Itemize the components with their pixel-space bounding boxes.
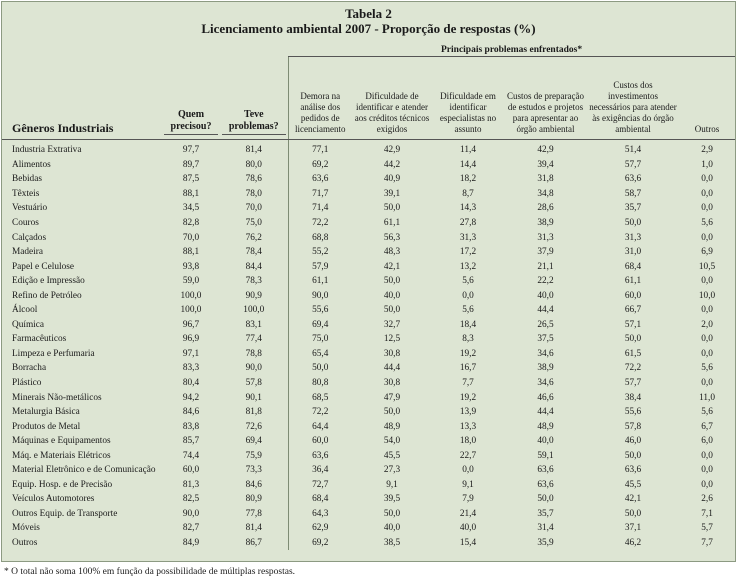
cell-dificuldade-creditos: 48,3 [383,247,401,258]
cell-outros: 0,0 [701,334,713,345]
table-number: Tabela 2 [345,6,392,21]
header-teve-problemas: Teve problemas? [220,57,288,140]
cell-teve-problemas: 84,6 [245,479,262,490]
cell-demora: 80,8 [288,376,352,391]
table-row [2,259,735,274]
table-row [2,434,735,449]
cell-custos-investimentos: 61,1 [624,276,642,287]
cell-outros: 5,7 [701,523,713,534]
cell-teve-problemas: 75,0 [245,218,262,228]
table-caption: Licenciamento ambiental 2007 - Proporção de respostas (%) [201,21,536,36]
cell-custos-investimentos: 50,0 [624,334,642,345]
cell-custos-estudos: 50,0 [537,494,554,505]
cell-custos-estudos: 44,4 [537,407,554,418]
cell-outros: 7,7 [701,538,713,549]
cell-teve-problemas: 57,8 [245,378,262,389]
cell-demora: 64,4 [288,419,352,434]
cell-quem-precisou: 89,7 [182,159,200,170]
cell-custos-investimentos: 57,7 [624,378,642,389]
cell-teve-problemas: 84,4 [245,261,262,272]
cell-dificuldade-creditos: 44,2 [383,159,401,170]
cell-custos-investimentos: 60,0 [624,290,642,301]
cell-outros: 0,0 [701,203,713,214]
cell-dificuldade-creditos: 50,0 [383,508,401,519]
cell-dificuldade-especialistas: 8,7 [462,188,474,199]
cell-outros: 0,0 [701,465,713,476]
cell-dificuldade-creditos: 39,5 [383,494,401,505]
row-label: Minerais Não-metálicos [12,392,102,403]
table-row [2,201,735,216]
cell-quem-precisou: 80,4 [182,378,200,389]
table-row [2,318,735,333]
cell-quem-precisou: 82,5 [182,494,200,505]
cell-outros: 1,0 [701,159,713,170]
table-row [2,492,735,507]
cell-teve-problemas: 90,1 [245,392,262,403]
cell-quem-precisou: 60,0 [182,465,200,476]
row-label: Vestuário [12,203,48,214]
cell-demora: 62,9 [288,521,352,536]
cell-quem-precisou: 82,8 [182,218,200,228]
cell-dificuldade-creditos: 45,5 [383,450,401,461]
table-row [2,448,735,463]
cell-dificuldade-especialistas: 7,9 [462,494,474,505]
cell-dificuldade-especialistas: 21,4 [459,508,477,519]
cell-custos-estudos: 63,6 [537,479,554,490]
table-row [2,507,735,522]
cell-teve-problemas: 78,3 [245,276,262,287]
cell-demora: 69,4 [288,318,352,333]
cell-demora: 68,8 [288,230,352,245]
cell-demora: 72,2 [288,216,352,231]
row-label: Álcool [12,305,38,316]
cell-demora: 50,0 [288,361,352,376]
cell-dificuldade-creditos: 30,8 [383,378,401,389]
cell-demora: 90,0 [288,288,352,303]
row-label: Outros [12,538,38,549]
cell-quem-precisou: 97,1 [182,348,200,359]
cell-outros: 6,7 [701,421,713,432]
table-row [2,361,735,376]
cell-dificuldade-creditos: 12,5 [383,334,401,345]
cell-dificuldade-creditos: 47,9 [383,392,401,403]
cell-outros: 0,0 [701,479,713,490]
cell-quem-precisou: 82,7 [182,523,200,534]
cell-custos-investimentos: 38,4 [624,392,642,403]
cell-custos-investimentos: 61,5 [624,348,642,359]
cell-teve-problemas: 81,4 [245,523,262,534]
cell-dificuldade-creditos: 50,0 [383,203,401,214]
cell-demora: 71,4 [288,201,352,216]
cell-custos-estudos: 26,5 [537,319,554,330]
cell-demora: 55,6 [288,303,352,318]
cell-custos-investimentos: 50,0 [624,508,642,519]
table-row [2,158,735,173]
cell-dificuldade-especialistas: 18,4 [459,319,477,330]
cell-custos-estudos: 22,2 [537,276,554,287]
cell-demora: 63,6 [288,172,352,187]
cell-dificuldade-especialistas: 0,0 [462,465,474,476]
header-custos-estudos: Custos de preparação de estudos e projetos para apresentar ao órgão ambiental [504,57,587,140]
cell-dificuldade-especialistas: 18,0 [459,436,477,447]
cell-demora: 72,7 [288,478,352,493]
cell-demora: 61,1 [288,274,352,289]
cell-demora: 60,0 [288,434,352,449]
cell-outros: 2,6 [701,494,713,505]
cell-custos-estudos: 37,9 [537,247,554,258]
table-row [2,230,735,245]
cell-custos-estudos: 40,0 [537,436,554,447]
cell-dificuldade-creditos: 40,0 [383,523,401,534]
table-row [2,347,735,362]
table-row [2,187,735,202]
cell-custos-investimentos: 42,1 [624,494,642,505]
header-dificuldade-creditos: Dificuldade de identificar e atender aos créditos técnicos exigidos [352,57,432,140]
cell-quem-precisou: 83,8 [182,421,200,432]
cell-dificuldade-especialistas: 17,2 [459,247,477,258]
cell-dificuldade-creditos: 30,8 [383,348,401,359]
header-outros: Outros [679,57,735,140]
table-row [2,274,735,289]
cell-dificuldade-creditos: 50,0 [383,276,401,287]
cell-dificuldade-especialistas: 11,4 [460,145,476,156]
cell-custos-estudos: 28,6 [537,203,554,214]
table-row [2,245,735,260]
cell-custos-estudos: 40,0 [537,290,554,301]
cell-teve-problemas: 78,8 [245,348,262,359]
cell-dificuldade-especialistas: 14,3 [459,203,477,214]
cell-custos-estudos: 39,4 [537,159,554,170]
cell-custos-estudos: 38,9 [537,218,554,228]
table-row [2,216,735,231]
cell-teve-problemas: 81,8 [245,407,262,418]
cell-teve-problemas: 78,4 [245,247,262,258]
cell-dificuldade-especialistas: 15,4 [459,538,477,549]
cell-custos-estudos: 42,9 [537,145,554,156]
cell-outros: 0,0 [701,305,713,316]
cell-demora: 68,5 [288,390,352,405]
cell-quem-precisou: 81,3 [182,479,200,490]
cell-dificuldade-creditos: 50,0 [383,407,401,418]
cell-custos-investimentos: 31,0 [624,247,642,258]
row-label: Metalurgia Básica [12,407,80,418]
cell-dificuldade-creditos: 39,1 [383,188,401,199]
cell-outros: 0,0 [701,276,713,287]
cell-dificuldade-creditos: 27,3 [383,465,401,476]
cell-custos-investimentos: 57,7 [624,159,642,170]
row-label: Têxteis [12,188,40,199]
cell-dificuldade-especialistas: 16,7 [459,363,477,374]
cell-quem-precisou: 83,3 [182,363,200,374]
cell-quem-precisou: 59,0 [182,276,200,287]
cell-outros: 7,1 [701,508,713,519]
cell-teve-problemas: 77,8 [245,508,262,519]
cell-demora: 69,2 [288,536,352,551]
cell-demora: 64,3 [288,507,352,522]
cell-teve-problemas: 90,9 [245,290,262,301]
header-quem-precisou: Quem precisou? [162,57,220,140]
cell-custos-estudos: 48,9 [537,421,554,432]
row-label: Couros [12,218,39,228]
cell-demora: 63,6 [288,448,352,463]
cell-custos-estudos: 34,6 [537,348,554,359]
cell-quem-precisou: 85,7 [182,436,200,447]
row-label: Alimentos [12,159,51,170]
row-label: Química [12,319,45,330]
cell-dificuldade-especialistas: 19,2 [459,392,477,403]
table-row [2,303,735,318]
table-row [2,463,735,478]
cell-demora: 69,2 [288,158,352,173]
cell-dificuldade-especialistas: 40,0 [459,523,477,534]
cell-teve-problemas: 80,9 [245,494,262,505]
footnote: * O total não soma 100% em função da possibilidade de múltiplas respostas. [4,567,296,577]
cell-custos-investimentos: 35,7 [624,203,642,214]
row-label: Refino de Petróleo [12,290,82,301]
cell-dificuldade-creditos: 32,7 [383,319,401,330]
cell-dificuldade-especialistas: 31,3 [459,232,477,243]
cell-teve-problemas: 100,0 [243,305,265,316]
cell-outros: 5,6 [701,363,713,374]
cell-custos-estudos: 46,6 [537,392,554,403]
cell-demora: 65,4 [288,347,352,362]
header-dificuldade-especialistas: Dificuldade em identificar especialistas no assunto [432,57,504,140]
header-custos-investimentos: Custos dos investimentos necessários para atender às exigências do órgão ambiental [587,57,679,140]
cell-dificuldade-creditos: 40,0 [383,290,401,301]
cell-demora: 71,7 [288,187,352,202]
cell-custos-estudos: 21,1 [537,261,554,272]
row-label: Outros Equip. de Transporte [12,508,118,519]
cell-custos-investimentos: 68,4 [624,261,642,272]
row-label: Industria Extrativa [12,145,82,156]
table-row [2,376,735,391]
cell-quem-precisou: 97,7 [182,145,200,156]
row-label: Farmacêuticos [12,334,67,345]
cell-outros: 0,0 [701,348,713,359]
cell-dificuldade-creditos: 40,9 [383,174,401,185]
row-label: Material Eletrônico e de Comunicação [12,465,156,476]
table-row [2,478,735,493]
table-frame [1,1,736,562]
cell-custos-estudos: 59,1 [537,450,554,461]
cell-custos-investimentos: 51,4 [624,145,642,156]
table-row [2,405,735,420]
cell-dificuldade-creditos: 38,5 [383,538,401,549]
row-label: Calçados [12,232,47,243]
cell-teve-problemas: 86,7 [245,538,262,549]
cell-quem-precisou: 93,8 [182,261,200,272]
cell-teve-problemas: 81,4 [245,145,262,156]
cell-dificuldade-creditos: 42,9 [383,145,401,156]
cell-teve-problemas: 78,6 [245,174,262,185]
cell-quem-precisou: 74,4 [182,450,200,461]
cell-quem-precisou: 88,1 [182,188,200,199]
table-title [2,2,735,42]
cell-quem-precisou: 96,9 [182,334,200,345]
cell-outros: 0,0 [701,174,713,185]
cell-outros: 0,0 [701,378,713,389]
cell-outros: 2,0 [701,319,713,330]
cell-dificuldade-especialistas: 22,7 [459,450,477,461]
cell-custos-estudos: 31,8 [537,174,554,185]
row-label: Equip. Hosp. e de Precisão [12,479,113,490]
cell-dificuldade-creditos: 48,9 [383,421,401,432]
cell-demora: 36,4 [288,463,352,478]
cell-dificuldade-especialistas: 9,1 [462,479,474,490]
cell-teve-problemas: 73,3 [245,465,262,476]
row-label: Edição e Impressão [12,276,85,287]
cell-outros: 0,0 [701,232,713,243]
cell-dificuldade-especialistas: 7,7 [462,378,474,389]
table-row [2,419,735,434]
cell-quem-precisou: 94,2 [182,392,200,403]
table-body [2,140,735,551]
cell-quem-precisou: 100,0 [180,305,202,316]
row-label: Veículos Automotores [12,494,95,505]
cell-teve-problemas: 70,0 [245,203,262,214]
table-row [2,521,735,536]
cell-outros: 10,5 [698,261,716,272]
cell-custos-estudos: 31,3 [537,232,554,243]
cell-dificuldade-especialistas: 13,3 [459,421,477,432]
cell-dificuldade-especialistas: 0,0 [462,290,474,301]
cell-outros: 10,0 [698,290,716,301]
cell-dificuldade-especialistas: 8,3 [462,334,474,345]
cell-quem-precisou: 84,9 [182,538,200,549]
cell-custos-investimentos: 45,5 [624,479,642,490]
cell-dificuldade-creditos: 42,1 [383,261,401,272]
table-row [2,172,735,187]
cell-teve-problemas: 69,4 [245,436,262,447]
cell-teve-problemas: 90,0 [245,363,262,374]
cell-demora: 55,2 [288,245,352,260]
cell-custos-investimentos: 66,7 [624,305,642,316]
table-row [2,140,735,158]
row-label: Máq. e Materiais Elétricos [12,450,111,461]
header-generos: Gêneros Industriais [2,57,162,140]
cell-dificuldade-especialistas: 18,2 [459,174,477,185]
table-row [2,332,735,347]
table-row [2,536,735,551]
cell-dificuldade-creditos: 9,1 [386,479,398,490]
cell-dificuldade-especialistas: 5,6 [462,305,474,316]
cell-teve-problemas: 80,0 [245,159,262,170]
cell-custos-estudos: 37,5 [537,334,554,345]
row-label: Bebidas [12,174,42,185]
cell-custos-investimentos: 57,1 [624,319,642,330]
cell-custos-investimentos: 31,3 [624,232,642,243]
row-label: Limpeza e Perfumaria [12,348,95,359]
cell-custos-estudos: 38,9 [537,363,554,374]
table-row [2,390,735,405]
cell-dificuldade-creditos: 50,0 [383,305,401,316]
cell-demora: 72,2 [288,405,352,420]
cell-custos-investimentos: 58,7 [624,188,642,199]
row-label: Plástico [12,378,42,389]
cell-custos-estudos: 35,7 [537,508,554,519]
cell-quem-precisou: 84,6 [182,407,200,418]
cell-custos-investimentos: 63,6 [624,465,642,476]
cell-custos-investimentos: 57,8 [624,421,642,432]
cell-dificuldade-especialistas: 14,4 [459,159,477,170]
cell-demora: 57,9 [288,259,352,274]
cell-custos-investimentos: 63,6 [624,174,642,185]
cell-outros: 5,6 [701,407,713,418]
cell-custos-estudos: 63,6 [537,465,554,476]
cell-outros: 2,9 [701,145,713,156]
cell-custos-investimentos: 46,0 [624,436,642,447]
cell-teve-problemas: 75,9 [245,450,262,461]
cell-demora: 68,4 [288,492,352,507]
cell-outros: 5,6 [701,218,713,228]
cell-dificuldade-especialistas: 13,2 [459,261,477,272]
cell-outros: 6,0 [701,436,713,447]
cell-demora: 77,1 [288,140,352,158]
group-header: Principais problemas enfrentados* [288,41,735,57]
cell-custos-investimentos: 37,1 [624,523,642,534]
cell-teve-problemas: 76,2 [245,232,262,243]
cell-custos-investimentos: 50,0 [624,218,642,228]
cell-teve-problemas: 83,1 [245,319,262,330]
table-row [2,288,735,303]
cell-custos-estudos: 31,4 [537,523,554,534]
cell-custos-estudos: 44,4 [537,305,554,316]
cell-custos-investimentos: 50,0 [624,450,642,461]
cell-dificuldade-creditos: 56,3 [383,232,401,243]
cell-quem-precisou: 88,1 [182,247,200,258]
header-demora: Demora na análise dos pedidos de licenciamento [288,57,352,140]
cell-dificuldade-creditos: 61,1 [383,218,401,228]
cell-dificuldade-especialistas: 13,9 [459,407,477,418]
row-label: Móveis [12,523,40,534]
cell-dificuldade-especialistas: 5,6 [462,276,474,287]
row-label: Papel e Celulose [12,261,74,272]
cell-outros: 6,9 [701,247,713,258]
cell-quem-precisou: 34,5 [182,203,200,214]
cell-custos-investimentos: 46,2 [624,538,642,549]
cell-quem-precisou: 87,5 [182,174,200,185]
cell-quem-precisou: 96,7 [182,319,200,330]
cell-outros: 11,0 [699,392,716,403]
cell-custos-estudos: 35,9 [537,538,554,549]
data-table [2,41,735,550]
cell-outros: 0,0 [701,188,713,199]
cell-custos-estudos: 34,6 [537,378,554,389]
row-label: Máquinas e Equipamentos [12,436,111,447]
cell-quem-precisou: 70,0 [182,232,200,243]
cell-dificuldade-especialistas: 27,8 [459,218,477,228]
row-label: Produtos de Metal [12,421,81,432]
cell-quem-precisou: 100,0 [180,290,202,301]
cell-dificuldade-especialistas: 19,2 [459,348,477,359]
cell-demora: 75,0 [288,332,352,347]
cell-custos-investimentos: 72,2 [624,363,642,374]
cell-outros: 0,0 [701,450,713,461]
row-label: Borracha [12,363,47,374]
cell-teve-problemas: 78,0 [245,188,262,199]
cell-custos-estudos: 34,8 [537,188,554,199]
cell-quem-precisou: 90,0 [182,508,200,519]
cell-dificuldade-creditos: 44,4 [383,363,401,374]
row-label: Madeira [12,247,43,258]
cell-teve-problemas: 77,4 [245,334,262,345]
cell-teve-problemas: 72,6 [245,421,262,432]
cell-custos-investimentos: 55,6 [624,407,642,418]
cell-dificuldade-creditos: 54,0 [383,436,401,447]
